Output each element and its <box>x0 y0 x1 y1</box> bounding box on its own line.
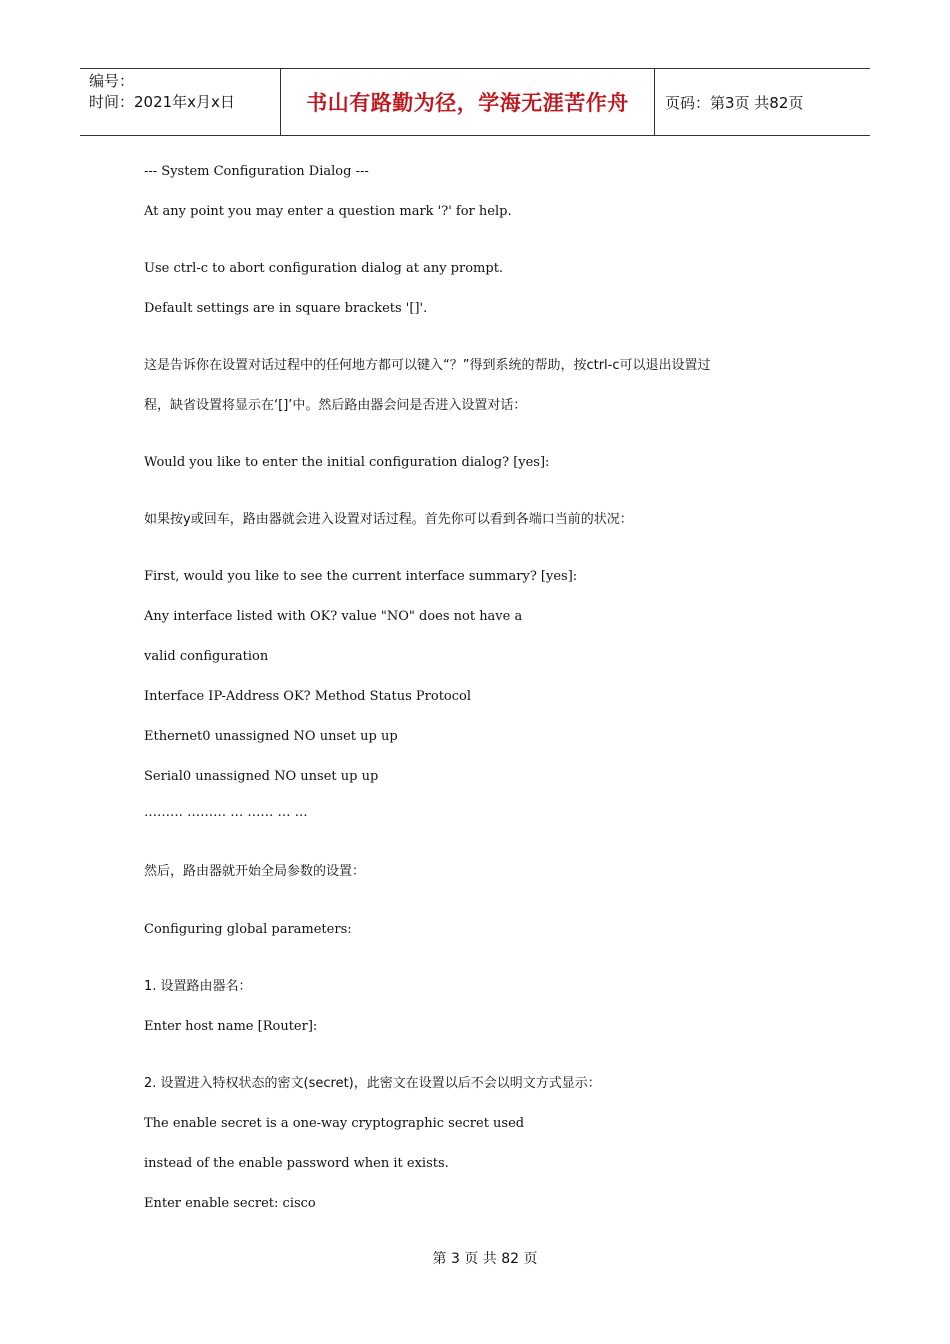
body-line: 如果按y或回车，路由器就会进入设置对话过程。首先你可以看到各端口当前的状况： <box>144 512 633 527</box>
body-line: 2. 设置进入特权状态的密文(secret)，此密文在设置以后不会以明文方式显示： <box>144 1076 601 1091</box>
body-line: 然后，路由器就开始全局参数的设置： <box>144 864 366 879</box>
body-line: ……… ……… … …… … … <box>144 805 308 820</box>
header-motto: 书山有路勤为径，学海无涯苦作舟 <box>281 69 655 135</box>
body-line: 这是告诉你在设置对话过程中的任何地方都可以键入“？”得到系统的帮助，按ctrl-c可以退出设置过 <box>144 358 711 373</box>
body-line: Ethernet0 unassigned NO unset up up <box>144 729 398 744</box>
body-line: Serial0 unassigned NO unset up up <box>144 769 379 784</box>
body-line: Would you like to enter the initial configuration dialog? [yes]: <box>144 455 550 470</box>
body-line: Any interface listed with OK? value "NO" does not have a <box>144 609 523 624</box>
page-footer: 第 3 页 共 82 页 <box>432 1251 538 1267</box>
document-date: 时间：2021年x月x日 <box>89 93 235 111</box>
header-page-info: 页码：第3页 共82页 <box>665 93 804 112</box>
header-meta <box>80 69 281 135</box>
body-line: First, would you like to see the current interface summary? [yes]: <box>144 569 578 584</box>
body-line: valid configuration <box>144 649 269 664</box>
body-line: --- System Configuration Dialog --- <box>144 164 369 179</box>
body-line: instead of the enable password when it exists. <box>144 1156 449 1171</box>
body-line: Configuring global parameters: <box>144 922 352 937</box>
body-line: Enter enable secret: cisco <box>144 1196 316 1211</box>
body-line: Enter host name [Router]: <box>144 1019 318 1034</box>
body-line: Default settings are in square brackets '[]'. <box>144 301 428 316</box>
body-line: 程，缺省设置将显示在‘[]’中。然后路由器会问是否进入设置对话： <box>144 398 527 413</box>
body-line: Interface IP-Address OK? Method Status Protocol <box>144 689 472 704</box>
body-line: At any point you may enter a question mark '?' for help. <box>144 204 512 219</box>
document-number: 编号： <box>89 72 135 90</box>
body-line: Use ctrl-c to abort configuration dialog at any prompt. <box>144 261 504 276</box>
body-line: 1. 设置路由器名： <box>144 979 252 994</box>
page-header <box>80 68 870 136</box>
body-line: The enable secret is a one-way cryptographic secret used <box>144 1116 525 1131</box>
